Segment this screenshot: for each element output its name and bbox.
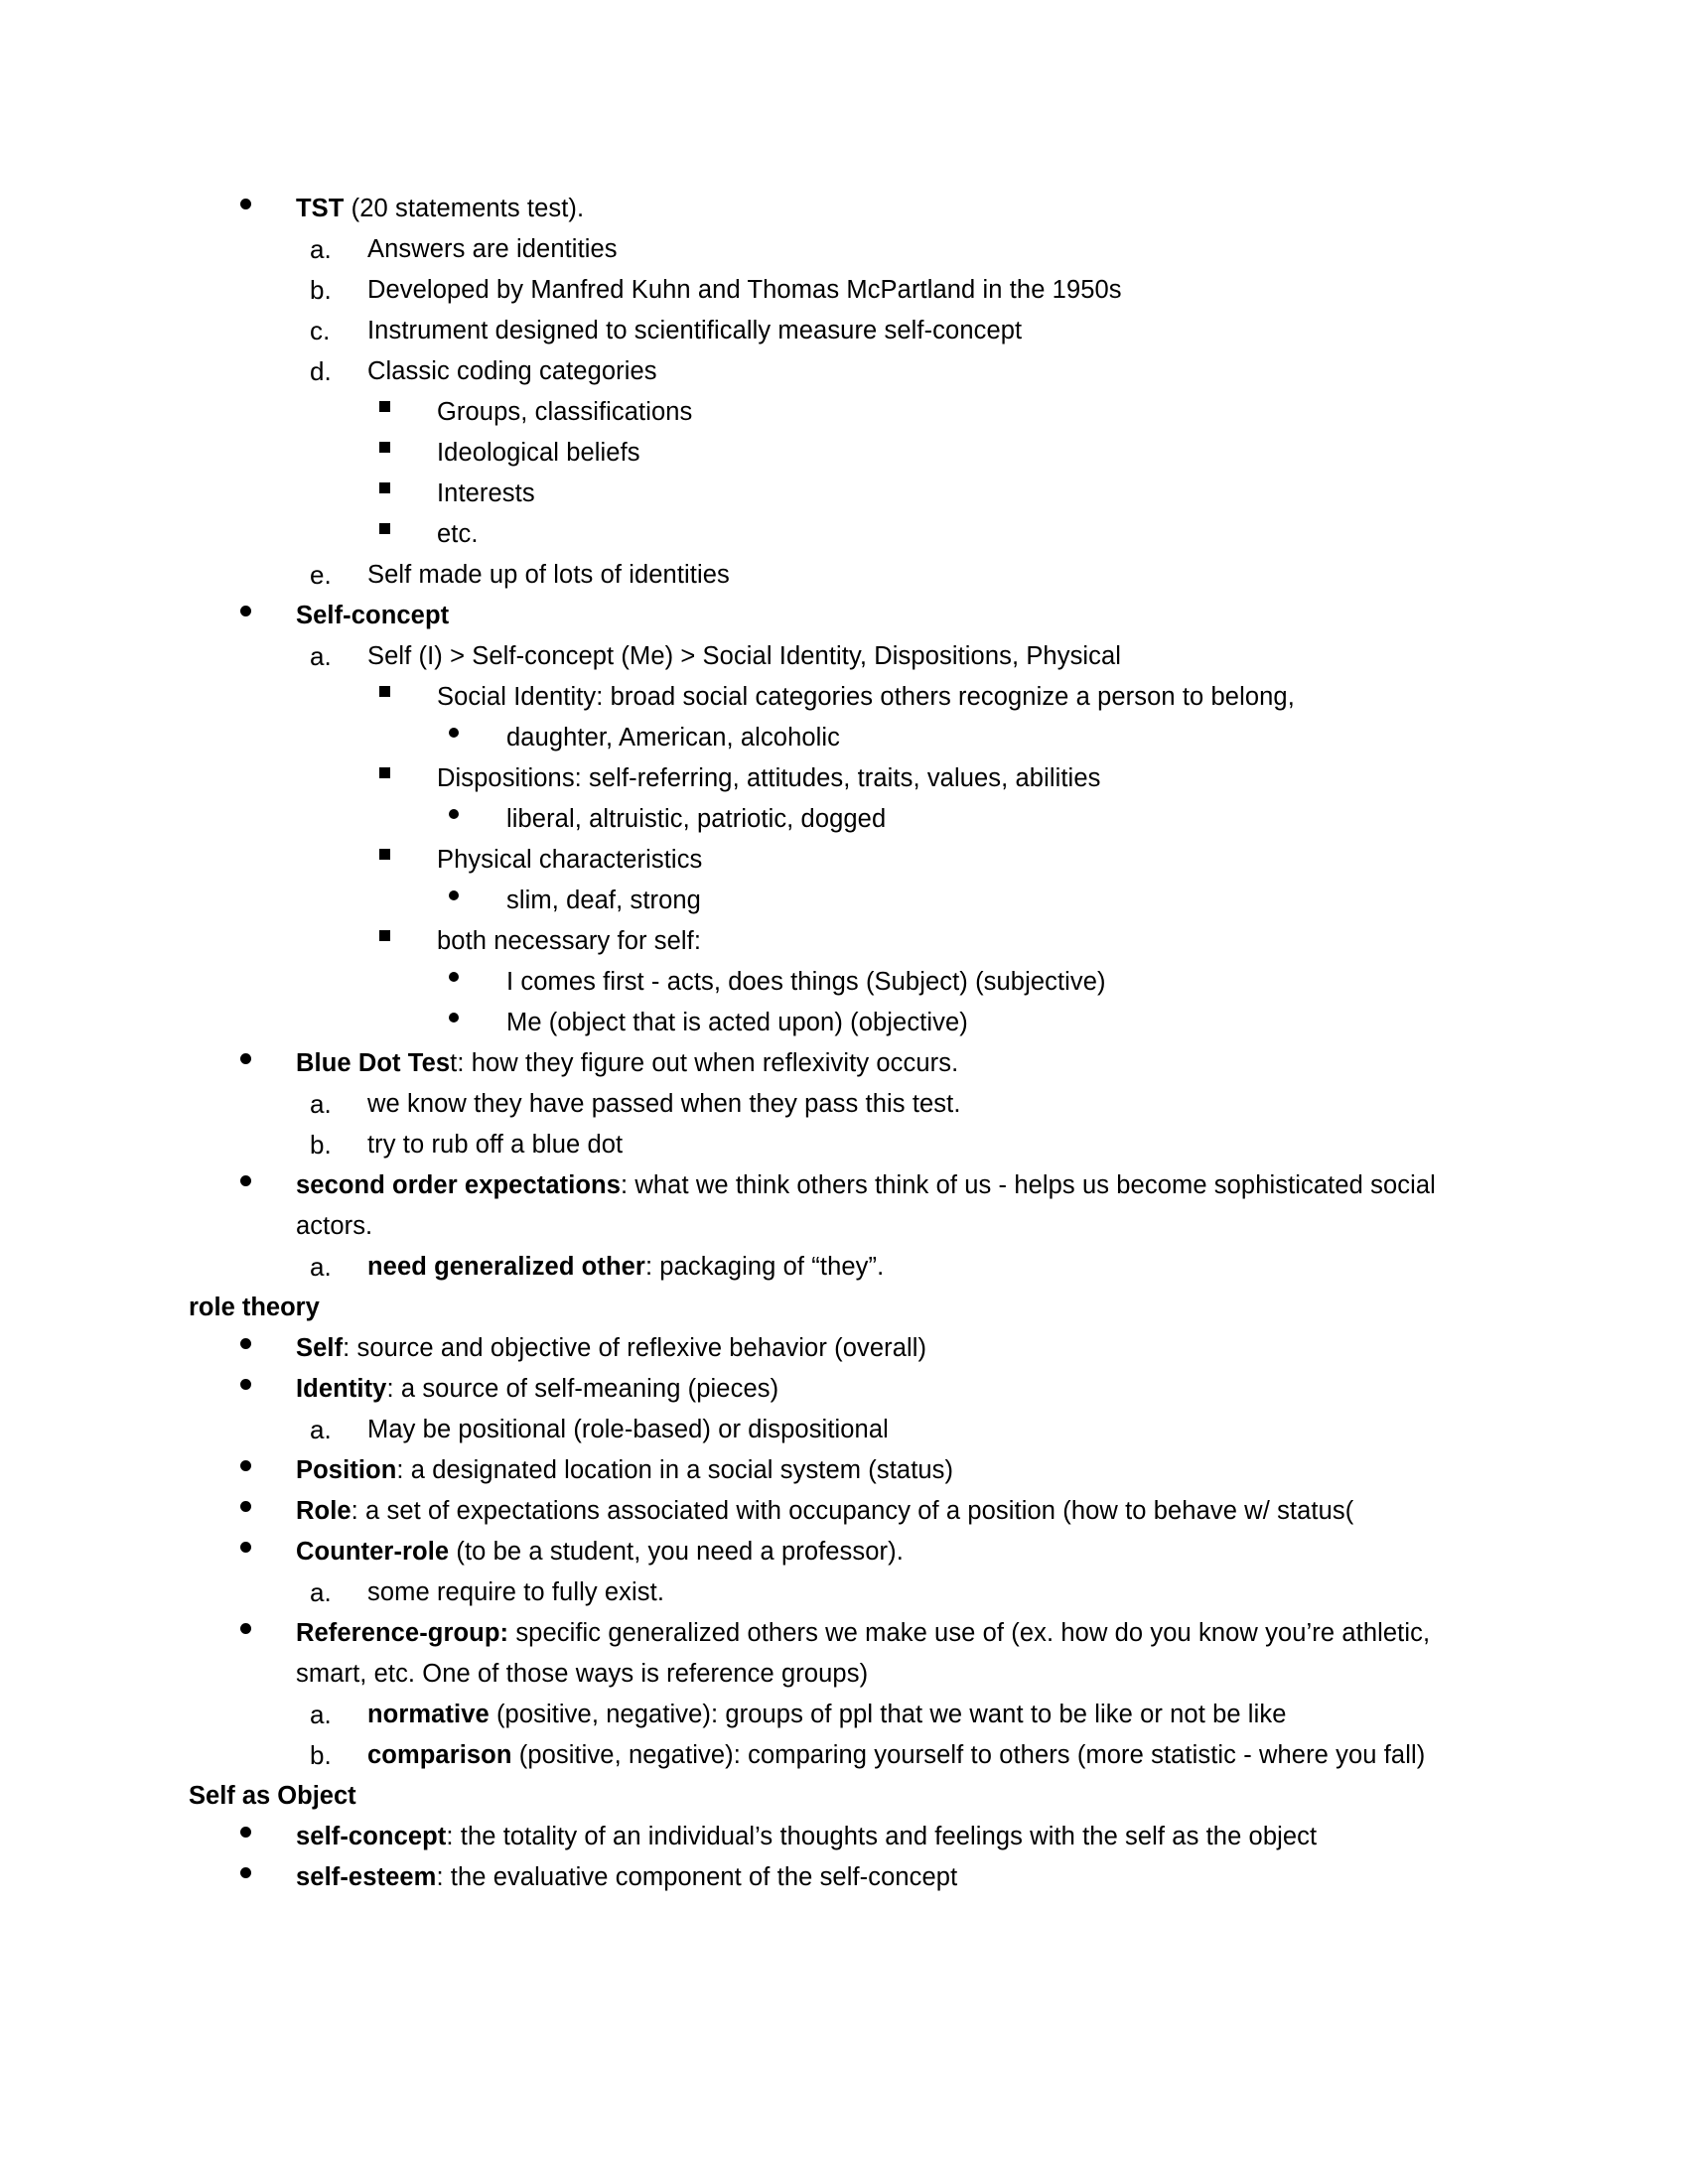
outline-item-text — [367, 1695, 1440, 1735]
item-text: Interests — [437, 479, 535, 507]
outline-item-text — [367, 270, 1440, 311]
item-text: I comes first - acts, does things (Subject) (subjective) — [506, 968, 1106, 996]
item-text: Groups, classifications — [437, 398, 693, 426]
outline-item — [240, 1450, 1440, 1491]
disc-bullet-icon — [240, 596, 296, 636]
outline-item — [449, 718, 1440, 758]
outline-item-text — [367, 1410, 1440, 1450]
item-text: Physical characteristics — [437, 846, 703, 874]
item-text: Answers are identities — [367, 235, 618, 263]
outline-item — [379, 677, 1440, 718]
disc-bullet-icon — [449, 962, 504, 1003]
outline-item — [240, 1165, 1440, 1247]
outline-item-text — [296, 1491, 1440, 1532]
outline-item-text — [437, 921, 1440, 962]
item-text: May be positional (role-based) or dispositional — [367, 1416, 889, 1443]
term-label: need generalized other — [367, 1253, 645, 1281]
outline-item-text — [296, 1613, 1440, 1695]
term-label: self-esteem — [296, 1863, 437, 1891]
term-definition: : a designated location in a social system (status) — [396, 1456, 954, 1484]
outline-item-text — [367, 1247, 1440, 1288]
item-text: we know they have passed when they pass this test. — [367, 1090, 961, 1118]
outline-item — [310, 351, 1440, 392]
disc-bullet-icon — [240, 1450, 296, 1491]
outline-item — [310, 1125, 1440, 1165]
outline-item-text — [506, 718, 1440, 758]
outline-item-text — [296, 1450, 1440, 1491]
square-bullet-icon — [379, 474, 435, 514]
outline-item — [449, 881, 1440, 921]
term-label: Reference-group: — [296, 1619, 509, 1647]
outline-item-text — [367, 229, 1440, 270]
outline-item — [310, 1247, 1440, 1288]
term-label: self-concept — [296, 1823, 447, 1850]
outline-item-text — [437, 677, 1440, 718]
outline-item-text — [367, 1735, 1440, 1776]
outline-item-text — [367, 1572, 1440, 1613]
term-label: Self-concept — [296, 602, 450, 629]
item-text: Instrument designed to scientifically measure self-concept — [367, 317, 1023, 344]
term-label: normative — [367, 1701, 490, 1728]
outline-item-text — [296, 596, 1440, 636]
square-bullet-icon — [379, 677, 435, 718]
term-definition: : what we think others think of us - helps us become sophisticated social actors. — [296, 1171, 1436, 1240]
outline-item — [449, 799, 1440, 840]
item-text: Self (I) > Self-concept (Me) > Social Identity, Dispositions, Physical — [367, 642, 1122, 670]
disc-bullet-icon — [240, 1043, 296, 1084]
outline-item — [240, 1613, 1440, 1695]
square-bullet-icon — [379, 392, 435, 433]
list-marker: d. — [310, 356, 332, 386]
square-bullet-icon — [379, 921, 435, 962]
outline-item — [240, 189, 1440, 229]
notes-outline — [189, 189, 1440, 1898]
section-heading-role-theory: role theory — [189, 1294, 320, 1321]
term-label: Identity — [296, 1375, 387, 1403]
outline-item — [379, 474, 1440, 514]
term-label: comparison — [367, 1741, 512, 1769]
outline-item-text — [367, 1084, 1440, 1125]
item-text: Me (object that is acted upon) (objective) — [506, 1009, 968, 1036]
section-heading-self-as-object: Self as Object — [189, 1782, 356, 1810]
list-marker: b. — [310, 1740, 332, 1770]
list-marker: a. — [310, 1700, 332, 1729]
outline-item — [240, 1491, 1440, 1532]
outline-item-text — [367, 311, 1440, 351]
disc-bullet-icon — [240, 1532, 296, 1572]
item-text: slim, deaf, strong — [506, 887, 701, 914]
outline-item-text — [506, 881, 1440, 921]
outline-item-text — [296, 1857, 1440, 1898]
term-definition: t: how they figure out when reflexivity occurs. — [450, 1049, 959, 1077]
outline-item-text — [437, 514, 1440, 555]
disc-bullet-icon — [449, 718, 504, 758]
outline-item-text — [437, 474, 1440, 514]
list-marker: e. — [310, 560, 332, 590]
outline-item — [240, 1043, 1440, 1084]
outline-item-text — [367, 351, 1440, 392]
term-definition: : the evaluative component of the self-concept — [436, 1863, 958, 1891]
outline-item — [240, 1857, 1440, 1898]
outline-item — [240, 1328, 1440, 1369]
term-label: Position — [296, 1456, 397, 1484]
disc-bullet-icon — [449, 881, 504, 921]
term-label: Self — [296, 1334, 344, 1362]
outline-item-text — [296, 1165, 1440, 1247]
outline-item-text — [506, 799, 1440, 840]
term-definition: : a set of expectations associated with occupancy of a position (how to behave w/ status( — [351, 1497, 1354, 1525]
outline-item — [240, 1369, 1440, 1410]
term-label: Counter-role — [296, 1538, 450, 1566]
outline-item-text — [506, 1003, 1440, 1043]
term-definition: specific generalized others we make use of (ex. how do you know you’re athletic, smart, etc. One of those ways is reference groups) — [296, 1619, 1431, 1688]
outline-item — [240, 1532, 1440, 1572]
outline-item-text — [367, 636, 1440, 677]
outline-item — [310, 1695, 1440, 1735]
disc-bullet-icon — [240, 1491, 296, 1532]
term-definition: : the totality of an individual’s thoughts and feelings with the self as the object — [446, 1823, 1318, 1850]
item-text: some require to fully exist. — [367, 1578, 665, 1606]
disc-bullet-icon — [240, 189, 296, 229]
outline-item — [449, 1003, 1440, 1043]
disc-bullet-icon — [240, 1328, 296, 1369]
item-text: daughter, American, alcoholic — [506, 724, 841, 751]
term-label: Role — [296, 1497, 352, 1525]
item-text: both necessary for self: — [437, 927, 702, 955]
outline-item — [449, 962, 1440, 1003]
list-marker: b. — [310, 275, 332, 305]
term-definition: : packaging of “they”. — [644, 1253, 885, 1281]
outline-item-text — [296, 1532, 1440, 1572]
outline-item — [379, 433, 1440, 474]
outline-item — [240, 596, 1440, 636]
list-marker: b. — [310, 1130, 332, 1160]
term-definition: (positive, negative): groups of ppl that we want to be like or not be like — [489, 1701, 1287, 1728]
list-marker: a. — [310, 1089, 332, 1119]
item-text: try to rub off a blue dot — [367, 1131, 624, 1159]
term-label: second order expectations — [296, 1171, 622, 1199]
outline-item-text — [437, 433, 1440, 474]
square-bullet-icon — [379, 758, 435, 799]
outline-item — [240, 1817, 1440, 1857]
outline-item-text — [506, 962, 1440, 1003]
disc-bullet-icon — [449, 799, 504, 840]
outline-item — [310, 555, 1440, 596]
outline-item — [379, 514, 1440, 555]
outline-item — [310, 311, 1440, 351]
term-label: Blue Dot Tes — [296, 1049, 451, 1077]
outline-item-text — [437, 840, 1440, 881]
disc-bullet-icon — [240, 1857, 296, 1898]
outline-item — [310, 1410, 1440, 1450]
list-marker: c. — [310, 316, 331, 345]
disc-bullet-icon — [449, 1003, 504, 1043]
item-text: liberal, altruistic, patriotic, dogged — [506, 805, 887, 833]
outline-item-text — [437, 758, 1440, 799]
outline-item — [310, 1735, 1440, 1776]
term-definition: : source and objective of reflexive behavior (overall) — [343, 1334, 927, 1362]
term-definition: (to be a student, you need a professor). — [449, 1538, 904, 1566]
square-bullet-icon — [379, 433, 435, 474]
item-text: etc. — [437, 520, 479, 548]
outline-item-text — [296, 189, 1440, 229]
item-text: Ideological beliefs — [437, 439, 640, 467]
disc-bullet-icon — [240, 1369, 296, 1410]
disc-bullet-icon — [240, 1165, 296, 1206]
disc-bullet-icon — [240, 1817, 296, 1857]
outline-item — [379, 921, 1440, 962]
item-text: Classic coding categories — [367, 357, 657, 385]
outline-item — [379, 840, 1440, 881]
outline-item-text — [367, 1125, 1440, 1165]
outline-item — [310, 1084, 1440, 1125]
item-text: Dispositions: self-referring, attitudes, traits, values, abilities — [437, 764, 1101, 792]
outline-item — [310, 270, 1440, 311]
outline-item-text — [367, 555, 1440, 596]
outline-item-text — [296, 1328, 1440, 1369]
term-definition: (20 statements test). — [344, 195, 585, 222]
term-definition: (positive, negative): comparing yourself to others (more statistic - where you fall) — [511, 1741, 1426, 1769]
term-label: TST — [296, 195, 345, 222]
list-marker: a. — [310, 234, 332, 264]
term-definition: : a source of self-meaning (pieces) — [386, 1375, 779, 1403]
item-text: Social Identity: broad social categories others recognize a person to belong, — [437, 683, 1295, 711]
square-bullet-icon — [379, 514, 435, 555]
outline-item-text — [296, 1043, 1440, 1084]
list-marker: a. — [310, 1252, 332, 1282]
outline-item-text — [296, 1817, 1440, 1857]
list-marker: a. — [310, 1577, 332, 1607]
square-bullet-icon — [379, 840, 435, 881]
outline-item-text — [296, 1369, 1440, 1410]
outline-item-text — [437, 392, 1440, 433]
list-marker: a. — [310, 1415, 332, 1444]
outline-item — [379, 758, 1440, 799]
list-marker: a. — [310, 641, 332, 671]
outline-item — [310, 1572, 1440, 1613]
item-text: Self made up of lots of identities — [367, 561, 730, 589]
outline-item — [379, 392, 1440, 433]
item-text: Developed by Manfred Kuhn and Thomas McPartland in the 1950s — [367, 276, 1122, 304]
disc-bullet-icon — [240, 1613, 296, 1654]
outline-item — [310, 636, 1440, 677]
outline-item — [310, 229, 1440, 270]
